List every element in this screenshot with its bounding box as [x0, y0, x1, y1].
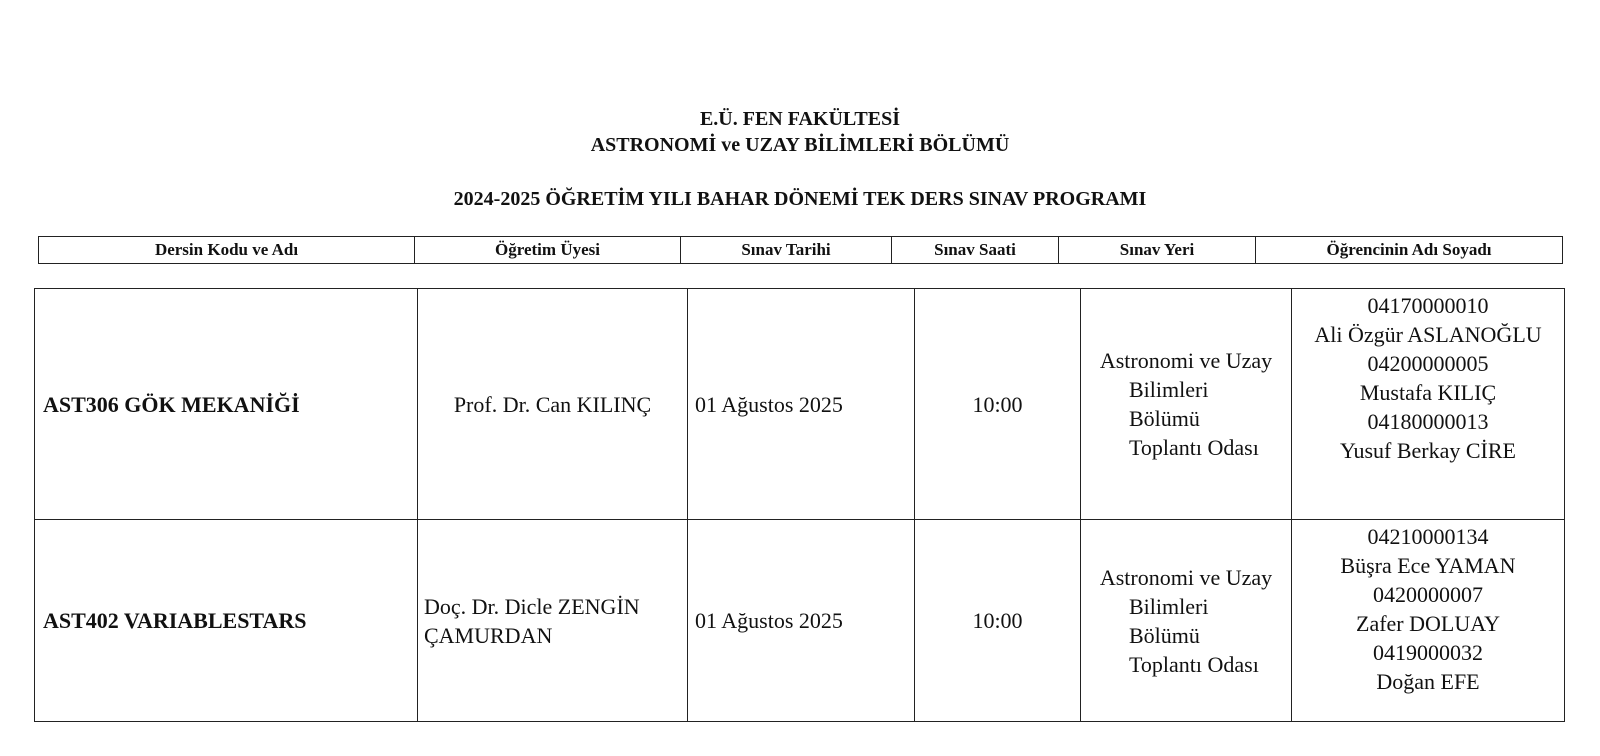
column-header-students: Öğrencinin Adı Soyadı: [1256, 237, 1563, 264]
place-line: Toplantı Odası: [1129, 651, 1259, 677]
exam-date-cell: 01 Ağustos 2025: [688, 289, 915, 520]
students-cell: [1292, 520, 1565, 722]
student-name: Mustafa KILIÇ: [1359, 380, 1497, 405]
place-line: Bilimleri: [1129, 593, 1209, 619]
exam-time-cell: 10:00: [915, 520, 1081, 722]
student-name: Büşra Ece YAMAN: [1340, 553, 1516, 578]
program-title: 2024-2025 ÖĞRETİM YILI BAHAR DÖNEMİ TEK DERS SINAV PROGRAMI: [453, 188, 1147, 210]
student-number: 04180000013: [1367, 409, 1489, 434]
faculty-title: E.Ü. FEN FAKÜLTESİ: [699, 108, 901, 130]
department-title: ASTRONOMİ ve UZAY BİLİMLERİ BÖLÜMÜ: [590, 134, 1010, 156]
table-row: [35, 520, 1565, 722]
place-line: Astronomi ve Uzay: [1099, 564, 1273, 590]
column-header-row: [39, 237, 1563, 264]
student-number: 0420000007: [1373, 582, 1483, 607]
column-header-course: Dersin Kodu ve Adı: [39, 237, 415, 264]
exam-place-cell: [1081, 289, 1292, 520]
student-name: Doğan EFE: [1376, 669, 1480, 694]
students-cell: [1292, 289, 1565, 520]
column-header-date: Sınav Tarihi: [681, 237, 892, 264]
column-header-time: Sınav Saati: [892, 237, 1059, 264]
exam-place-cell: [1081, 520, 1292, 722]
column-header-place: Sınav Yeri: [1059, 237, 1256, 264]
table-row: [35, 289, 1565, 520]
course-cell: AST306 GÖK MEKANİĞİ: [35, 289, 418, 520]
student-name: Ali Özgür ASLANOĞLU: [1314, 322, 1542, 347]
exam-date-cell: 01 Ağustos 2025: [688, 520, 915, 722]
place-line: Astronomi ve Uzay: [1099, 348, 1273, 373]
instructor-cell: Prof. Dr. Can KILINÇ: [418, 289, 688, 520]
student-name: Zafer DOLUAY: [1356, 611, 1500, 636]
instructor-cell: Doç. Dr. Dicle ZENGİN ÇAMURDAN: [418, 520, 688, 722]
student-number: 0419000032: [1373, 640, 1483, 665]
place-line: Bilimleri: [1129, 377, 1209, 402]
column-header-instructor: Öğretim Üyesi: [415, 237, 681, 264]
student-name: Yusuf Berkay CİRE: [1340, 438, 1516, 463]
place-line: Toplantı Odası: [1129, 435, 1259, 460]
place-line: Bölümü: [1129, 406, 1200, 431]
student-number: 04200000005: [1367, 351, 1489, 376]
exam-time-cell: 10:00: [915, 289, 1081, 520]
place-line: Bölümü: [1129, 622, 1200, 648]
exam-schedule-table: [34, 288, 1565, 722]
column-header-table: [38, 236, 1563, 264]
student-number: 04170000010: [1367, 293, 1489, 318]
student-number: 04210000134: [1367, 524, 1489, 549]
course-cell: AST402 VARIABLESTARS: [35, 520, 418, 722]
